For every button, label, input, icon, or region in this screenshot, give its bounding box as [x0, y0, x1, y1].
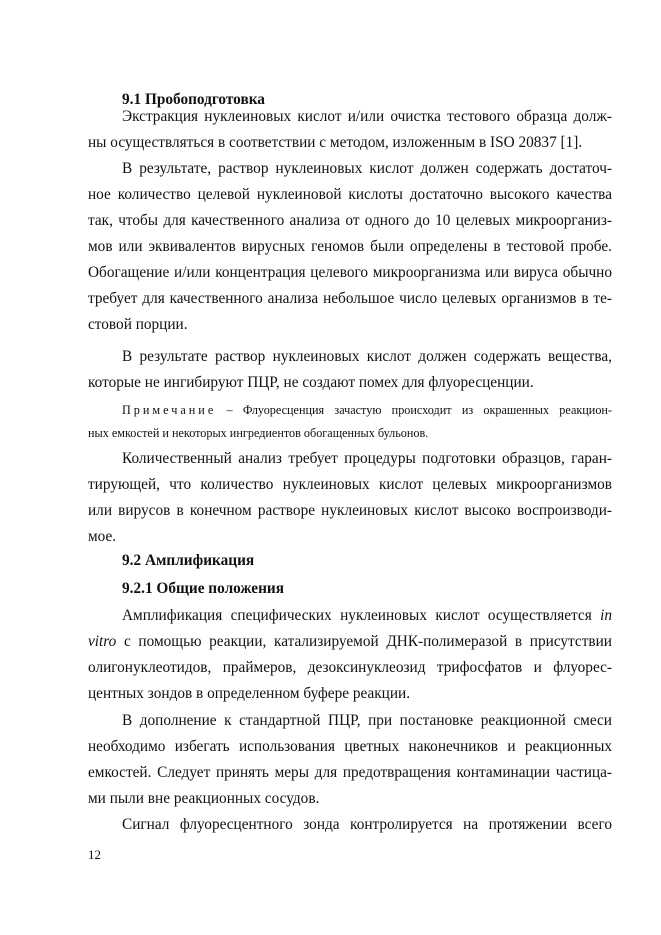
text-line	[122, 160, 612, 178]
line-text: тирующей, что количество нуклеиновых кислот целевых микроорганизмов	[88, 476, 612, 493]
line-text: В результате, раствор нуклеиновых кислот должен содержать достаточ-	[122, 160, 612, 177]
line-text: центных зондов в определенном буфере реакции.	[88, 685, 411, 702]
line-text: которые не ингибируют ПЦР, не создают помех для флуоресценции.	[88, 374, 534, 391]
text-line	[88, 290, 612, 308]
line-text: 9.2 Амплификация	[122, 552, 255, 569]
text-line	[88, 374, 612, 392]
text-line	[88, 790, 612, 808]
text-line	[88, 528, 612, 546]
line-text: Сигнал флуоресцентного зонда контролируется на протяжении всего	[122, 816, 612, 833]
italic-term: vitro	[88, 633, 117, 650]
line-text: ное количество целевой нуклеиновой кислоты достаточно высокого качества	[88, 186, 612, 203]
line-text: мое.	[88, 528, 117, 545]
section-heading	[122, 91, 612, 109]
text-line	[88, 633, 612, 651]
text-line	[122, 450, 612, 468]
page-number: 12	[88, 847, 101, 862]
line-text: Количественный анализ требует процедуры подготовки образцов, гаран-	[122, 450, 612, 467]
text-line	[88, 238, 612, 256]
note-line	[122, 401, 612, 419]
line-text: с помощью реакции, катализируемой ДНК-полимеразой в присутствии	[116, 633, 612, 650]
text-line	[122, 607, 612, 625]
line-text: емкостей. Следует принять меры для предотвращения контаминации частица-	[88, 764, 612, 781]
text-line	[122, 816, 612, 834]
line-text: 9.2.1 Общие положения	[122, 580, 284, 597]
line-text: или вирусов в конечном растворе нуклеиновых кислот высоко воспроизводи-	[88, 502, 612, 519]
text-line	[122, 348, 612, 366]
line-text: Экстракция нуклеиновых кислот и/или очистка тестового образца долж-	[122, 108, 612, 125]
line-text: мов или эквивалентов вирусных геномов были определены в тестовой пробе.	[88, 238, 612, 255]
section-heading	[122, 580, 612, 598]
line-text: Амплификация специфических нуклеиновых кислот осуществляется	[122, 607, 601, 624]
line-text: так, чтобы для качественного анализа от одного до 10 целевых микроорганиз-	[88, 212, 612, 229]
text-line	[88, 212, 612, 230]
section-heading	[122, 552, 612, 570]
line-text: В результате раствор нуклеиновых кислот должен содержать вещества,	[122, 348, 612, 365]
text-line	[88, 502, 612, 520]
line-text: необходимо избегать использования цветных наконечников и реакционных	[88, 738, 612, 755]
line-text: В дополнение к стандартной ПЦР, при постановке реакционной смеси	[122, 712, 612, 729]
note-label: Примечание	[122, 403, 217, 417]
text-line	[88, 659, 612, 677]
line-text: олигонуклеотидов, праймеров, дезоксинуклеозид трифосфатов и флуорес-	[88, 659, 612, 676]
text-line	[88, 134, 612, 152]
text-line	[88, 424, 612, 442]
italic-term: in	[600, 607, 612, 624]
line-text: 9.1 Пробоподготовка	[122, 91, 265, 108]
line-text: ми пыли вне реакционных сосудов.	[88, 790, 320, 807]
text-line	[88, 186, 612, 204]
line-text: требует для качественного анализа небольшое число целевых организмов в те-	[88, 290, 612, 307]
line-text: – Флуоресценция зачастую происходит из окрашенных реакцион-	[216, 403, 612, 417]
line-text: стовой порции.	[88, 316, 188, 333]
text-line	[88, 764, 612, 782]
text-line	[88, 738, 612, 756]
text-line	[88, 685, 612, 703]
text-line	[122, 108, 612, 126]
text-line	[122, 712, 612, 730]
line-text: Обогащение и/или концентрация целевого микроорганизма или вируса обычно	[88, 264, 612, 281]
text-line	[88, 316, 612, 334]
line-text: ны осуществляться в соответствии с методом, изложенным в ISO 20837 [1].	[88, 134, 583, 151]
line-text: ных емкостей и некоторых ингредиентов обогащенных бульонов.	[88, 426, 429, 440]
text-line	[88, 476, 612, 494]
text-line	[88, 264, 612, 282]
